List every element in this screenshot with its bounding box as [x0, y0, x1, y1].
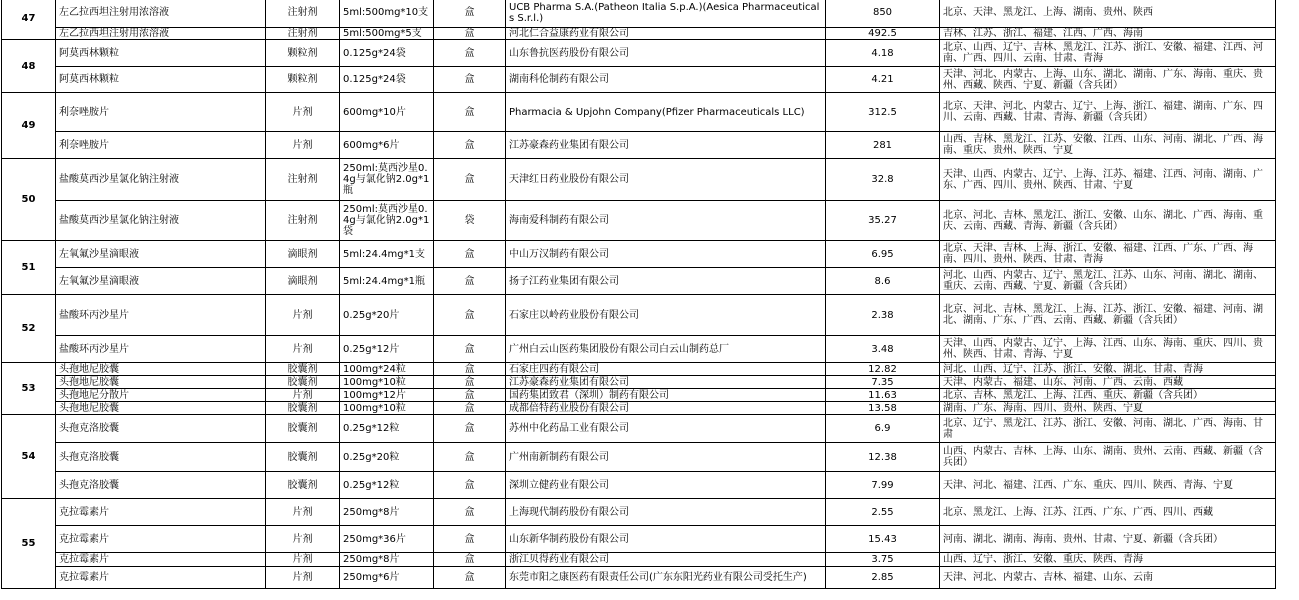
- dosage-form-cell: 注射剂: [266, 28, 340, 40]
- price-cell: 4.18: [826, 40, 940, 67]
- drug-name-cell: 左氧氟沙星滴眼液: [56, 268, 266, 295]
- specification-cell: 250ml:莫西沙星0.4g与氯化钠2.0g*1袋: [340, 201, 434, 241]
- manufacturer-cell: 深圳立健药业有限公司: [506, 472, 826, 499]
- drug-name-cell: 克拉霉素片: [56, 553, 266, 567]
- specification-cell: 0.25g*12粒: [340, 472, 434, 499]
- package-unit-cell: 盒: [434, 241, 506, 268]
- table-row: [2, 415, 1276, 443]
- specification-cell: 0.25g*12粒: [340, 415, 434, 443]
- dosage-form-cell: 注射剂: [266, 201, 340, 241]
- price-cell: 8.6: [826, 268, 940, 295]
- dosage-form-cell: 注射剂: [266, 0, 340, 28]
- manufacturer-cell: 上海现代制药股份有限公司: [506, 499, 826, 526]
- group-number-cell: 52: [2, 295, 56, 363]
- supply-region-cell: 北京、辽宁、黑龙江、江苏、浙江、安徽、河南、湖北、广西、海南、甘肃: [940, 415, 1276, 443]
- table-row: [2, 28, 1276, 40]
- supply-region-cell: 北京、河北、吉林、黑龙江、上海、江苏、浙江、安徽、福建、河南、湖北、湖南、广东、广西、云南、西藏、新疆（含兵团）: [940, 295, 1276, 336]
- drug-name-cell: 左乙拉西坦注射用浓溶液: [56, 0, 266, 28]
- price-cell: 6.9: [826, 415, 940, 443]
- price-cell: 7.99: [826, 472, 940, 499]
- table-row: [2, 93, 1276, 132]
- price-cell: 6.95: [826, 241, 940, 268]
- group-number-cell: 53: [2, 363, 56, 415]
- manufacturer-cell: Pharmacia & Upjohn Company(Pfizer Pharmaceuticals LLC): [506, 93, 826, 132]
- drug-name-cell: 克拉霉素片: [56, 567, 266, 589]
- table-row: [2, 526, 1276, 553]
- group-number-cell: 51: [2, 241, 56, 295]
- price-cell: 492.5: [826, 28, 940, 40]
- supply-region-cell: 湖南、广东、海南、四川、贵州、陕西、宁夏: [940, 402, 1276, 415]
- drug-name-cell: 头孢地尼分散片: [56, 389, 266, 402]
- dosage-form-cell: 滴眼剂: [266, 241, 340, 268]
- manufacturer-cell: 山东新华制药股份有限公司: [506, 526, 826, 553]
- manufacturer-cell: 中山万汉制药有限公司: [506, 241, 826, 268]
- package-unit-cell: 盒: [434, 567, 506, 589]
- package-unit-cell: 盒: [434, 363, 506, 376]
- supply-region-cell: 天津、山西、内蒙古、辽宁、上海、江苏、福建、江西、河南、湖南、广东、广西、四川、贵州、陕西、甘肃、宁夏: [940, 159, 1276, 201]
- table-row: [2, 159, 1276, 201]
- supply-region-cell: 河北、山西、辽宁、江苏、浙江、安徽、湖北、甘肃、青海: [940, 363, 1276, 376]
- drug-name-cell: 头孢地尼胶囊: [56, 402, 266, 415]
- package-unit-cell: 盒: [434, 93, 506, 132]
- specification-cell: 5ml:24.4mg*1瓶: [340, 268, 434, 295]
- manufacturer-cell: 成都倍特药业股份有限公司: [506, 402, 826, 415]
- specification-cell: 0.25g*20片: [340, 295, 434, 336]
- price-cell: 2.38: [826, 295, 940, 336]
- specification-cell: 5ml:24.4mg*1支: [340, 241, 434, 268]
- specification-cell: 250mg*8片: [340, 553, 434, 567]
- manufacturer-cell: 江苏豪森药业集团有限公司: [506, 376, 826, 389]
- supply-region-cell: 北京、河北、吉林、黑龙江、浙江、安徽、山东、湖北、广西、海南、重庆、云南、西藏、青海、新疆（含兵团）: [940, 201, 1276, 241]
- package-unit-cell: 盒: [434, 336, 506, 363]
- dosage-form-cell: 滴眼剂: [266, 268, 340, 295]
- drug-name-cell: 阿莫西林颗粒: [56, 40, 266, 67]
- specification-cell: 0.125g*24袋: [340, 40, 434, 67]
- manufacturer-cell: 海南爱科制药有限公司: [506, 201, 826, 241]
- manufacturer-cell: 天津红日药业股份有限公司: [506, 159, 826, 201]
- drug-name-cell: 盐酸环丙沙星片: [56, 336, 266, 363]
- drug-name-cell: 头孢克洛胶囊: [56, 443, 266, 472]
- drug-name-cell: 头孢地尼胶囊: [56, 363, 266, 376]
- drug-name-cell: 利奈唑胺片: [56, 132, 266, 159]
- dosage-form-cell: 片剂: [266, 336, 340, 363]
- dosage-form-cell: 片剂: [266, 93, 340, 132]
- package-unit-cell: 盒: [434, 402, 506, 415]
- table-row: [2, 443, 1276, 472]
- drug-name-cell: 盐酸莫西沙星氯化钠注射液: [56, 159, 266, 201]
- manufacturer-cell: 苏州中化药品工业有限公司: [506, 415, 826, 443]
- package-unit-cell: 盒: [434, 132, 506, 159]
- price-cell: 11.63: [826, 389, 940, 402]
- group-number-cell: 48: [2, 40, 56, 93]
- price-cell: 3.48: [826, 336, 940, 363]
- package-unit-cell: 盒: [434, 40, 506, 67]
- price-cell: 850: [826, 0, 940, 28]
- price-cell: 13.58: [826, 402, 940, 415]
- package-unit-cell: 盒: [434, 526, 506, 553]
- supply-region-cell: 天津、山西、内蒙古、辽宁、上海、江西、山东、海南、重庆、四川、贵州、陕西、甘肃、青海、宁夏: [940, 336, 1276, 363]
- manufacturer-cell: 河北仁合益康药业有限公司: [506, 28, 826, 40]
- manufacturer-cell: 山东鲁抗医药股份有限公司: [506, 40, 826, 67]
- specification-cell: 250ml:莫西沙星0.4g与氯化钠2.0g*1瓶: [340, 159, 434, 201]
- drug-name-cell: 阿莫西林颗粒: [56, 67, 266, 93]
- manufacturer-cell: 浙江贝得药业有限公司: [506, 553, 826, 567]
- price-cell: 4.21: [826, 67, 940, 93]
- dosage-form-cell: 胶囊剂: [266, 363, 340, 376]
- price-cell: 3.75: [826, 553, 940, 567]
- table-row: [2, 40, 1276, 67]
- table-row: [2, 363, 1276, 376]
- drug-name-cell: 盐酸莫西沙星氯化钠注射液: [56, 201, 266, 241]
- drug-name-cell: 头孢克洛胶囊: [56, 415, 266, 443]
- specification-cell: 600mg*6片: [340, 132, 434, 159]
- specification-cell: 600mg*10片: [340, 93, 434, 132]
- specification-cell: 0.25g*12片: [340, 336, 434, 363]
- manufacturer-cell: 湖南科伦制药有限公司: [506, 67, 826, 93]
- supply-region-cell: 天津、河北、内蒙古、上海、山东、湖北、湖南、广东、海南、重庆、贵州、西藏、陕西、宁夏、新疆（含兵团）: [940, 67, 1276, 93]
- package-unit-cell: 盒: [434, 553, 506, 567]
- supply-region-cell: 北京、山西、辽宁、吉林、黑龙江、江苏、浙江、安徽、福建、江西、河南、广西、四川、云南、甘肃、青海: [940, 40, 1276, 67]
- dosage-form-cell: 片剂: [266, 499, 340, 526]
- supply-region-cell: 山西、辽宁、浙江、安徽、重庆、陕西、青海: [940, 553, 1276, 567]
- supply-region-cell: 北京、吉林、黑龙江、上海、江西、重庆、新疆（含兵团）: [940, 389, 1276, 402]
- manufacturer-cell: 东莞市阳之康医药有限责任公司(广东东阳光药业有限公司受托生产): [506, 567, 826, 589]
- dosage-form-cell: 胶囊剂: [266, 443, 340, 472]
- package-unit-cell: 盒: [434, 295, 506, 336]
- price-cell: 2.55: [826, 499, 940, 526]
- drug-name-cell: 盐酸环丙沙星片: [56, 295, 266, 336]
- dosage-form-cell: 胶囊剂: [266, 376, 340, 389]
- group-number-cell: 47: [2, 0, 56, 40]
- package-unit-cell: 盒: [434, 28, 506, 40]
- specification-cell: 100mg*24粒: [340, 363, 434, 376]
- dosage-form-cell: 片剂: [266, 553, 340, 567]
- dosage-form-cell: 颗粒剂: [266, 40, 340, 67]
- drug-name-cell: 头孢克洛胶囊: [56, 472, 266, 499]
- price-cell: 2.85: [826, 567, 940, 589]
- table-row: [2, 389, 1276, 402]
- table-row: [2, 376, 1276, 389]
- dosage-form-cell: 胶囊剂: [266, 415, 340, 443]
- manufacturer-cell: 扬子江药业集团有限公司: [506, 268, 826, 295]
- dosage-form-cell: 片剂: [266, 567, 340, 589]
- package-unit-cell: 盒: [434, 389, 506, 402]
- manufacturer-cell: 石家庄以岭药业股份有限公司: [506, 295, 826, 336]
- drug-name-cell: 利奈唑胺片: [56, 93, 266, 132]
- dosage-form-cell: 片剂: [266, 295, 340, 336]
- package-unit-cell: 盒: [434, 159, 506, 201]
- table-row: [2, 0, 1276, 28]
- price-cell: 35.27: [826, 201, 940, 241]
- manufacturer-cell: 江苏豪森药业集团有限公司: [506, 132, 826, 159]
- supply-region-cell: 天津、河北、内蒙古、吉林、福建、山东、云南: [940, 567, 1276, 589]
- supply-region-cell: 北京、天津、河北、内蒙古、辽宁、上海、浙江、福建、湖南、广东、四川、云南、西藏、甘肃、青海、新疆（含兵团）: [940, 93, 1276, 132]
- table-row: [2, 295, 1276, 336]
- specification-cell: 250mg*6片: [340, 567, 434, 589]
- dosage-form-cell: 颗粒剂: [266, 67, 340, 93]
- dosage-form-cell: 片剂: [266, 132, 340, 159]
- package-unit-cell: 盒: [434, 268, 506, 295]
- package-unit-cell: 盒: [434, 472, 506, 499]
- supply-region-cell: 北京、黑龙江、上海、江苏、江西、广东、广西、四川、西藏: [940, 499, 1276, 526]
- dosage-form-cell: 胶囊剂: [266, 402, 340, 415]
- drug-name-cell: 左乙拉西坦注射用浓溶液: [56, 28, 266, 40]
- group-number-cell: 50: [2, 159, 56, 241]
- specification-cell: 250mg*8片: [340, 499, 434, 526]
- dosage-form-cell: 胶囊剂: [266, 472, 340, 499]
- specification-cell: 100mg*10粒: [340, 376, 434, 389]
- dosage-form-cell: 注射剂: [266, 159, 340, 201]
- package-unit-cell: 盒: [434, 0, 506, 28]
- supply-region-cell: 河南、湖北、湖南、海南、贵州、甘肃、宁夏、新疆（含兵团）: [940, 526, 1276, 553]
- table-row: [2, 67, 1276, 93]
- specification-cell: 5ml:500mg*10支: [340, 0, 434, 28]
- package-unit-cell: 盒: [434, 443, 506, 472]
- price-cell: 12.82: [826, 363, 940, 376]
- price-cell: 15.43: [826, 526, 940, 553]
- specification-cell: 250mg*36片: [340, 526, 434, 553]
- package-unit-cell: 盒: [434, 376, 506, 389]
- package-unit-cell: 盒: [434, 499, 506, 526]
- table-row: [2, 472, 1276, 499]
- supply-region-cell: 北京、天津、黑龙江、上海、湖南、贵州、陕西: [940, 0, 1276, 28]
- table-row: [2, 268, 1276, 295]
- price-cell: 12.38: [826, 443, 940, 472]
- table-row: [2, 201, 1276, 241]
- drug-price-table: [1, 0, 1276, 589]
- table-row: [2, 336, 1276, 363]
- table-row: [2, 402, 1276, 415]
- specification-cell: 100mg*10粒: [340, 402, 434, 415]
- specification-cell: 0.125g*24袋: [340, 67, 434, 93]
- supply-region-cell: 天津、河北、福建、江西、广东、重庆、四川、陕西、青海、宁夏: [940, 472, 1276, 499]
- manufacturer-cell: 石家庄四药有限公司: [506, 363, 826, 376]
- table-row: [2, 499, 1276, 526]
- manufacturer-cell: 广州南新制药有限公司: [506, 443, 826, 472]
- package-unit-cell: 盒: [434, 415, 506, 443]
- supply-region-cell: 天津、内蒙古、福建、山东、河南、广西、云南、西藏: [940, 376, 1276, 389]
- price-cell: 281: [826, 132, 940, 159]
- specification-cell: 100mg*12片: [340, 389, 434, 402]
- dosage-form-cell: 片剂: [266, 526, 340, 553]
- group-number-cell: 54: [2, 415, 56, 499]
- table-row: [2, 553, 1276, 567]
- group-number-cell: 55: [2, 499, 56, 589]
- table-row: [2, 241, 1276, 268]
- table-row: [2, 132, 1276, 159]
- dosage-form-cell: 片剂: [266, 389, 340, 402]
- manufacturer-cell: UCB Pharma S.A.(Patheon Italia S.p.A.)(Aesica Pharmaceuticals S.r.l.): [506, 0, 826, 28]
- supply-region-cell: 河北、山西、内蒙古、辽宁、黑龙江、江苏、山东、河南、湖北、湖南、重庆、云南、西藏、宁夏、新疆（含兵团）: [940, 268, 1276, 295]
- supply-region-cell: 山西、吉林、黑龙江、江苏、安徽、江西、山东、河南、湖北、广西、海南、重庆、贵州、陕西、宁夏: [940, 132, 1276, 159]
- supply-region-cell: 北京、天津、吉林、上海、浙江、安徽、福建、江西、广东、广西、海南、四川、贵州、陕西、甘肃、青海: [940, 241, 1276, 268]
- group-number-cell: 49: [2, 93, 56, 159]
- manufacturer-cell: 国药集团致君（深圳）制药有限公司: [506, 389, 826, 402]
- package-unit-cell: 袋: [434, 201, 506, 241]
- price-cell: 7.35: [826, 376, 940, 389]
- package-unit-cell: 盒: [434, 67, 506, 93]
- specification-cell: 0.25g*20粒: [340, 443, 434, 472]
- drug-name-cell: 克拉霉素片: [56, 526, 266, 553]
- drug-name-cell: 克拉霉素片: [56, 499, 266, 526]
- drug-name-cell: 左氧氟沙星滴眼液: [56, 241, 266, 268]
- price-cell: 32.8: [826, 159, 940, 201]
- supply-region-cell: 吉林、江苏、浙江、福建、江西、广西、海南: [940, 28, 1276, 40]
- manufacturer-cell: 广州白云山医药集团股份有限公司白云山制药总厂: [506, 336, 826, 363]
- price-cell: 312.5: [826, 93, 940, 132]
- supply-region-cell: 山西、内蒙古、吉林、上海、山东、湖南、贵州、云南、西藏、新疆（含兵团）: [940, 443, 1276, 472]
- drug-name-cell: 头孢地尼胶囊: [56, 376, 266, 389]
- table-row: [2, 567, 1276, 589]
- specification-cell: 5ml:500mg*5支: [340, 28, 434, 40]
